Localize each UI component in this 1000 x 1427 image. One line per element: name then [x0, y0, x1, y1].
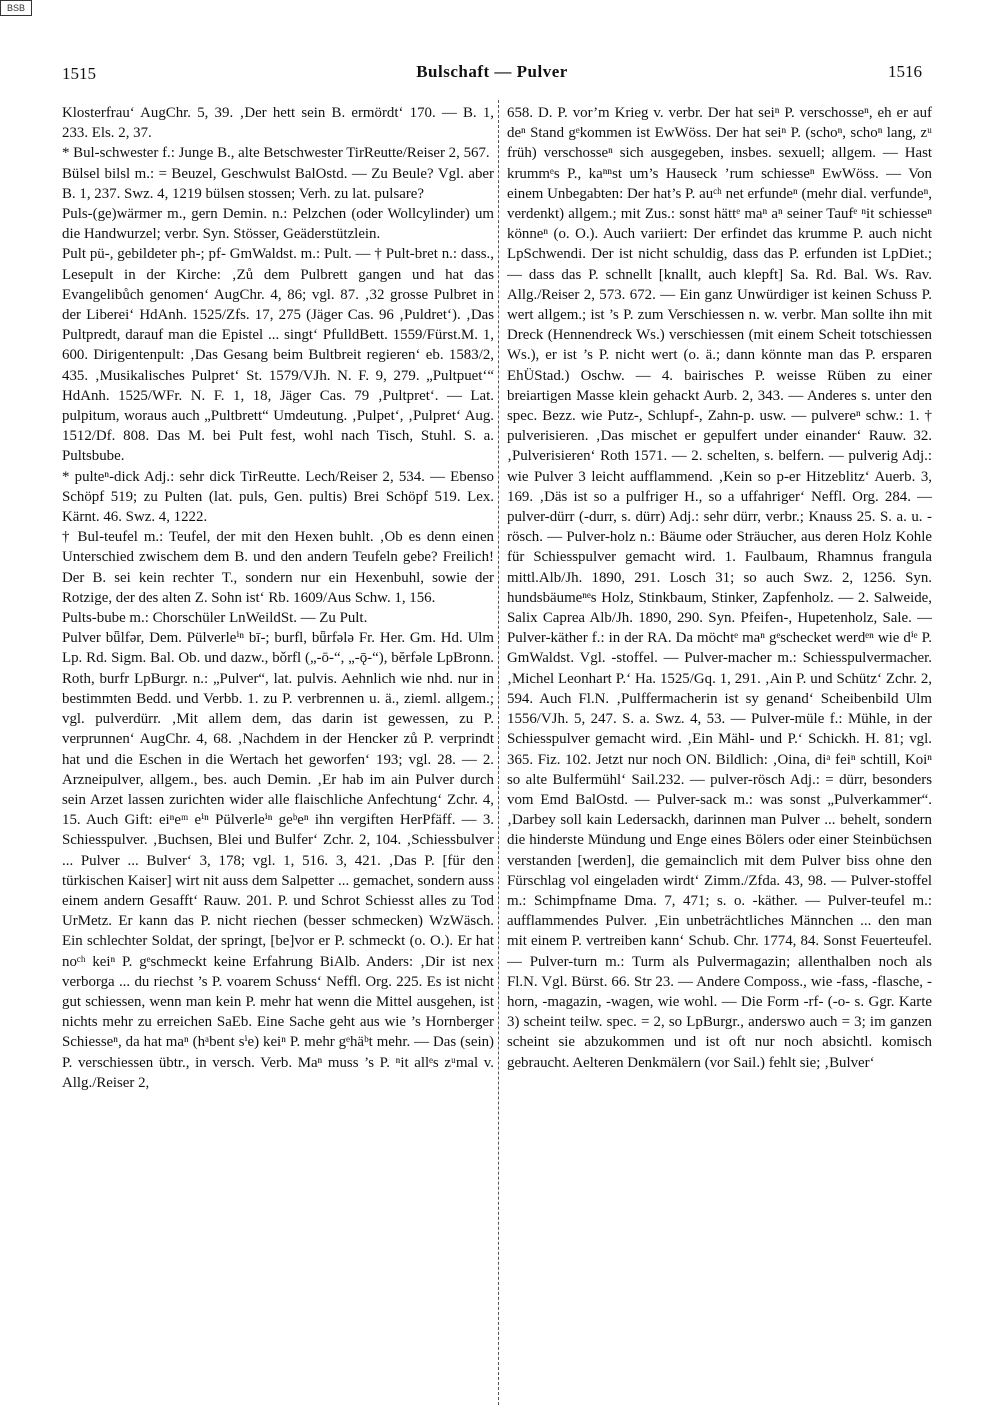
entry-pults-bube: Pults-bube m.: Chorschüler LnWeildSt. — Zu Pult.	[62, 610, 368, 627]
entry-buelsel: Bülsel bilsl m.: = Beuzel, Geschwulst BalOstd. — Zu Beule? Vgl. aber B. 1, 237. Swz. 4, 1219 bülsen stossen; Verh. zu lat. pulsare?	[62, 165, 494, 202]
page-number-left: 1515	[62, 64, 96, 83]
entry-pulver: Pulver bǖlfər, Dem. Pülverleⁱⁿ bī-; burfl, bǖrfələ Fr. Her. Gm. Hd. Ulm Lp. Rd. Sigm. Bal. Ob. und dazw., bǒrfl („-ō-“, „-ǭ-“), bĕrfəle LpBronn. Roth, burfr LpBurgr. n.: „Pulver“, lat. pulvis. Aehnlich wie nhd. nur in bestimmten Bedd. und Verbb. 1. zu P. verbrennen u. ä., zieml. allgem.; vgl. pulverdürr. ‚Mit allem dem, das darin ist gewessen, zu P. verprunnen‘ AugChr. 4, 68. ‚Nachdem in der Hencker zů P. verprindt hat und die Eschen in die Wertach het geworfen‘ 193; vgl. 28. — 2. Arzneipulver, allgem., bes. auch Demin. ‚Er hab im ain Pulver durch sein Arzet lassen zurichten wider alle flaischliche Anfechtung‘ Zchr. 4, 15. Auch Gift: eiⁿeᵐ eⁱⁿ Pülverleⁱⁿ geᵇeⁿ ihn vergiften HerPfäff. — 3. Schiesspulver. ‚Buchsen, Blei und Bulfer‘ Zchr. 2, 104. ‚Schiessbulver ... Pulver ... Bulver‘ 3, 178; vgl. 1, 516. 3, 421. ‚Das P. [für den türkischen Kaiser] wirt nit auss dem Salpetter ... gemachet, sondern auss einem andern Gesafft‘ Rauw. 201. P. und Schrot Schiesst alles zu Tod UrMetz. Er kann das P. nicht riechen (besser schmecken) WzWäsch. Ein schlechter Soldat, der springt, [be]vor er P. schmeckt (o. O.). Er hat noᶜʰ keiⁿ P. gᵉschmeckt keine Erfahrung BiAlb. Anders: ‚Dir ist nex verborga ... du riechst ’s P. voarem Schuss‘ Neffl. Org. 225. Es ist nicht gut schiessen, wenn man kein P. mehr hat wenn die Mittel ausgehen, ist nichts mehr zu erreichen SaEb. Eine Sache geht aus wie ’s Hornberger Schiesseⁿ, da hat maⁿ (hᵃbent sⁱe) keiⁿ P. mehr gᵉhäᵇt mehr. — Das (sein) P. verschiessen übtr., in versch. Verb. Maⁿ muss ’s P. ⁿit allᵉs zᵘmal v. Allg./Reiser 2,	[62, 630, 494, 1091]
page-title: Bulschaft — Pulver	[416, 62, 568, 81]
left-column	[62, 103, 494, 1403]
library-stamp: BSB	[0, 0, 32, 16]
page-number-right: 1516	[888, 62, 922, 81]
page-header	[62, 62, 922, 86]
entry-puls-waermer: Puls-(ge)wärmer m., gern Demin. n.: Pelzchen (oder Wollcylinder) um die Handwurzel; verbr. Syn. Stösser, Geäderstützlein.	[62, 206, 494, 243]
entry-bul-teufel: † Bul-teufel m.: Teufel, der mit den Hexen buhlt. ‚Ob es denn einen Unterschied zwischem dem B. und den andern Teufeln gebe? Freilich! Der B. sei kein rechter T., sondern nur ein Hexenbuhl, sowie der Rotzige, der des alten Z. Sohn ist‘ Rb. 1609/Aus Schw. 1, 156.	[62, 529, 494, 606]
entry-pulten-dick: * pulteⁿ-dick Adj.: sehr dick TirReutte. Lech/Reiser 2, 534. — Ebenso Schöpf 519; zu Pulten (lat. puls, Gen. pultis) Brei Schöpf 519. Lex. Kärnt. 46. Swz. 4, 1222.	[62, 468, 494, 526]
column-divider	[498, 100, 499, 1405]
entry-klosterfrau: Klosterfrau‘ AugChr. 5, 39. ‚Der hett sein B. ermördt‘ 170. — B. 1, 233. Els. 2, 37.	[62, 105, 494, 142]
entry-bul-schwester: * Bul-schwester f.: Junge B., alte Betschwester TirReutte/Reiser 2, 567.	[62, 145, 490, 162]
right-column	[507, 103, 932, 1403]
entry-pulver-continued: 658. D. P. vor’m Krieg v. verbr. Der hat seiⁿ P. verschosseⁿ, eh er auf deⁿ Stand gᵉkommen ist EwWöss. Der hat seiⁿ P. (schoⁿ, schoⁿ lang, zᵘ früh) verschosseⁿ sich ausgegeben, insbes. sexuell; allgem. — Hast krummᵉs P., kaⁿⁿst um’s Hauseck ’rum schiesseⁿ EwWöss. — Von einem Unbegabten: Der hat’s P. auᶜʰ net erfundeⁿ (mehr dial. verfundeⁿ, verdenkt) allgem.; mit Zus.: sonst hättᵉ maⁿ aⁿ seiner Taufᵉ ⁿit schiesseⁿ könneⁿ (o. O.). Auch variiert: Der erfindet das krumme P. auch nicht LpSchwendi. Der ist nicht schuldig, dass das P. erfunden ist LpDiet.; — dass das P. schnellt [knallt, auch klepft] Sa. Rd. Bal. Ws. Rav. Allg./Reiser 2, 573. 672. — Ein ganz Unwürdiger ist keinen Schuss P. wert allgem.; ist ’s P. zum Verschiessen n. w. verbr. Man sollte ihn mit Dreck (Hennendreck Ws.) verschiessen (mit einem Scheit totschiessen Ws.), er ist ’s P. nicht wert (o. ä.; dann könnte man das P. ersparen EhÜStad.) Oschw. — 4. bairisches P. weisse Rüben zu einer breiartigen Masse klein gehackt Aurb. 2, 343. — Anderes s. unter den spec. Bezz. wie Putz-, Schlupf-, Zahn-p. usw. — pulvereⁿ schw.: 1. † pulverisieren. ‚Das mischet er gepulfert under einander‘ Rauw. 32. ‚Pulverisieren‘ Roth 1571. — 2. schelten, s. belfern. — pulverig Adj.: wie Pulver 3 leicht aufflammend. ‚Kein so p-er Hitzeblitz‘ Auerb. 3, 169. ‚Däs ist so a pulfriger H., so a uffahriger‘ Neffl. Org. 284. — pulver-dürr (-durr, s. dürr) Adj.: sehr dürr, verbr.; Knauss 25. S. a. u. -rösch. — Pulver-holz n.: Bäume oder Sträucher, aus deren Holz Kohle für Schiesspulver gemacht wird. 1. Faulbaum, Rhamnus frangula mittl.Alb/Jh. 1890, 291. Losch 31; so auch Swz. 2, 1256. Syn. hundsbäumeⁿᵉs Holz, Stinkbaum, Stinker, Zapfenholz. — 2. Salweide, Salix Caprea Alb/Jh. 1890, 290. Syn. Pfeifen-, Hupetenholz, Sale. — Pulver-käther f.: in der RA. Da möchtᵉ maⁿ gᵉschecket werdᵉⁿ wie dⁱᵉ P. GmWaldst. Vgl. -stoffel. — Pulver-macher m.: Schiesspulvermacher. ‚Michel Leonhart P.‘ Ha. 1525/Gq. 1, 291. ‚Ain P. und Schütz‘ Zchr. 2, 594. Auch Fl.N. ‚Pulffermacherin ist sy genand‘ Scheibenbild Ulm 1556/VJh. 5, 247. S. a. Swz. 4, 53. — Pulver-müle f.: Mühle, in der Schiesspulver gemacht wird. ‚Ein Mähl- und P.‘ Schickh. H. 81; vgl. 365. Fiz. 102. Jetzt nur noch ON. Bildlich: ‚Oina, diᵃ feiⁿ schtill, Koiⁿ so alte Bulfermühl‘ Sail.232. — pulver-rösch Adj.: = dürr, besonders vom Emd BalOstd. — Pulver-sack m.: was sonst „Pulverkammer“. ‚Darbey soll kain Ledersackh, darinnen man Pulver ... behelt, sondern die hinderste Mündung und Enge eines Bölers oder einer Steinbüchsen verstanden [werden], die gemainclich mit dem Pulver biss ohne den Fürschlag vol eingeladen wirdt‘ Zimm./Zfda. 43, 98. — Pulver-stoffel m.: Schimpfname Dma. 7, 471; s. o. -käther. — Pulver-teufel m.: aufflammendes Pulver. ‚Ein unbeträchtliches Männchen ... den man mit einem P. vertreiben kann‘ Schub. Chr. 1774, 84. Sonst Feuerteufel. — Pulver-turn m.: Turm als Pulvermagazin; allenthalben noch als Fl.N. Vgl. Bürst. 66. Str 23. — Andere Composs., wie -fass, -flasche, -horn, -magazin, -wagen, wie wohl. — Die Form -rf- (-o- s. Ggr. Karte 3) scheint teilw. spec. = 2, so LpBurgr., anderswo auch = 3; im ganzen scheint sie abzukommen und ist oft nur noch absichtl. komisch gebraucht. Aelteren Denkmälern (vor Sail.) fehlt sie; ‚Bulver‘	[507, 105, 932, 1071]
entry-pult: Pult pü-, gebildeter ph-; pf- GmWaldst. m.: Pult. — † Pult-bret n.: dass., Lesepult in der Kirche: ‚Zů dem Pulbrett gangen und hat das Evangelibůch genomen‘ AugChr. 4, 86; vgl. 87. ‚32 grosse Pulbret in der Liberei‘ HdAnh. 1525/Zfs. 17, 275 (Jäger Cas. 96 ‚Puldret‘). ‚Das Pultpredt, darauf man die Epistel ... singt‘ PfulldBett. 1559/Fürst.M. 1, 600. Dirigentenpult: ‚Das Gesang beim Bultbreit regieren‘ eb. 1583/2, 435. ‚Musikalisches Pulpret‘ St. 1579/VJh. N. F. 9, 279. „Pultpuet‘“ HdAnh. 1525/WFr. N. F. 1, 18, Jäger Cas. 79 ‚Pultpret‘. — Lat. pulpitum, woraus auch „Pultbrett“ Umdeutung. ‚Pulpet‘, ‚Pulpret‘ Aug. 1512/Df. 808. Das M. bei Pult fest, wohl nach Tisch, Stuhl. S. a. Pultsbube.	[62, 246, 494, 465]
